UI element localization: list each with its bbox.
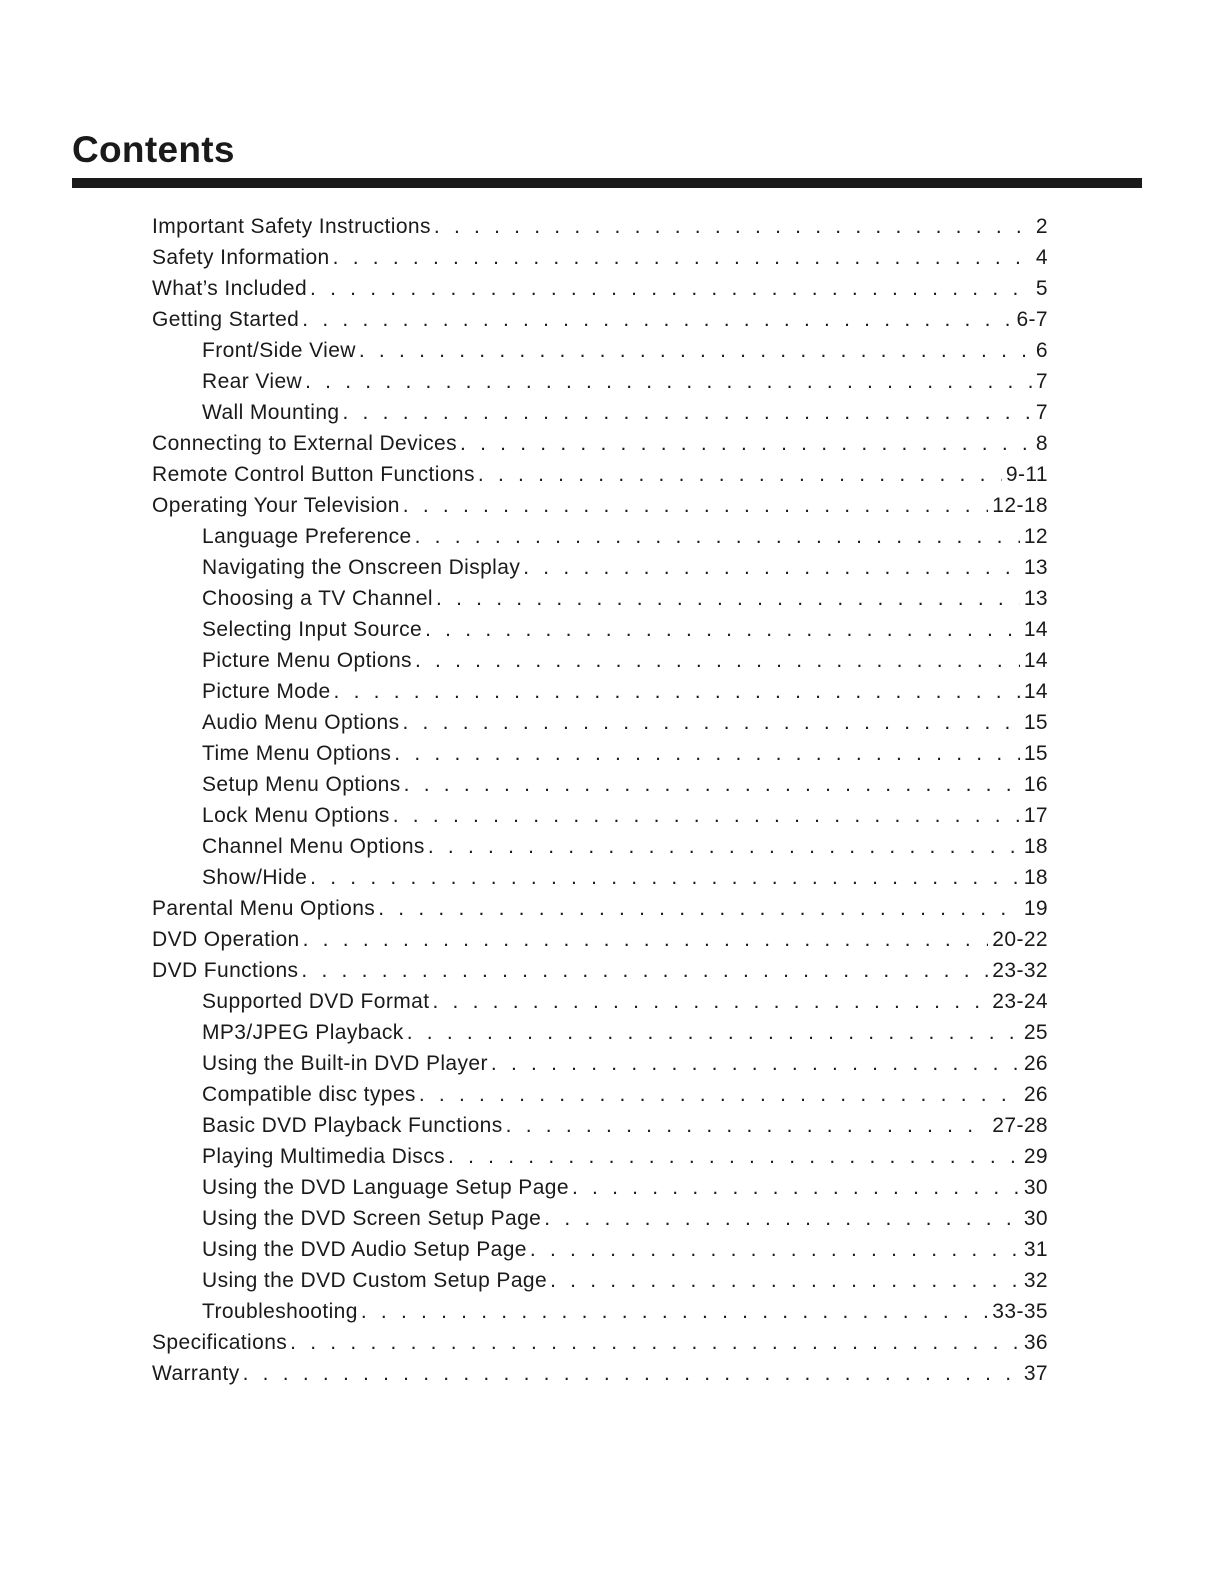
toc-entry[interactable] (152, 490, 1048, 521)
toc-entry-page: 23-32 (992, 959, 1048, 982)
toc-leader-dots (428, 831, 1020, 862)
toc-leader-dots (460, 428, 1032, 459)
toc-leader-dots (544, 1203, 1020, 1234)
toc-entry-page: 17 (1023, 804, 1048, 827)
toc-leader-dots (530, 1234, 1020, 1265)
toc-leader-dots (394, 738, 1020, 769)
toc-entry-page: 26 (1023, 1083, 1048, 1106)
table-of-contents (152, 211, 1048, 1389)
toc-entry[interactable] (152, 242, 1048, 273)
toc-entry-page: 23-24 (992, 990, 1048, 1013)
toc-entry-page: 36 (1023, 1331, 1048, 1354)
toc-entry-page: 4 (1035, 246, 1048, 269)
toc-entry-page: 33-35 (992, 1300, 1048, 1323)
toc-entry-label: Setup Menu Options (202, 773, 401, 796)
toc-entry-label: Wall Mounting (202, 401, 340, 424)
toc-entry[interactable] (152, 1296, 1048, 1327)
toc-entry-label: Channel Menu Options (202, 835, 425, 858)
toc-entry[interactable] (152, 738, 1048, 769)
toc-entry-page: 6 (1035, 339, 1048, 362)
toc-leader-dots (436, 583, 1020, 614)
toc-entry[interactable] (152, 831, 1048, 862)
toc-entry-page: 5 (1035, 277, 1048, 300)
toc-leader-dots (415, 645, 1020, 676)
toc-entry-page: 18 (1023, 835, 1048, 858)
toc-entry[interactable] (152, 1265, 1048, 1296)
toc-leader-dots (393, 800, 1020, 831)
toc-entry-label: Selecting Input Source (202, 618, 423, 641)
toc-entry-label: What’s Included (152, 277, 308, 300)
toc-leader-dots (434, 211, 1032, 242)
toc-leader-dots (425, 614, 1020, 645)
toc-leader-dots (361, 1296, 988, 1327)
toc-leader-dots (310, 862, 1020, 893)
toc-leader-dots (432, 986, 988, 1017)
toc-entry[interactable] (152, 924, 1048, 955)
toc-entry[interactable] (152, 1110, 1048, 1141)
toc-leader-dots (305, 366, 1032, 397)
page-title: Contents (72, 129, 235, 170)
toc-entry[interactable] (152, 893, 1048, 924)
toc-entry-label: MP3/JPEG Playback (202, 1021, 404, 1044)
toc-entry-page: 16 (1023, 773, 1048, 796)
toc-entry-label: Audio Menu Options (202, 711, 400, 734)
toc-entry-page: 25 (1023, 1021, 1048, 1044)
toc-entry[interactable] (152, 273, 1048, 304)
toc-entry-page: 30 (1023, 1207, 1048, 1230)
toc-entry-page: 13 (1023, 587, 1048, 610)
toc-entry[interactable] (152, 304, 1048, 335)
toc-entry-page: 18 (1023, 866, 1048, 889)
toc-leader-dots (402, 707, 1019, 738)
toc-entry-label: Time Menu Options (202, 742, 392, 765)
title-rule (72, 178, 1142, 188)
toc-entry-label: Basic DVD Playback Functions (202, 1114, 503, 1137)
toc-entry[interactable] (152, 1141, 1048, 1172)
toc-leader-dots (342, 397, 1031, 428)
toc-entry-page: 14 (1023, 618, 1048, 641)
toc-entry-page: 2 (1035, 215, 1048, 238)
toc-entry[interactable] (152, 552, 1048, 583)
toc-leader-dots (523, 552, 1020, 583)
toc-entry-label: Choosing a TV Channel (202, 587, 433, 610)
toc-entry[interactable] (152, 428, 1048, 459)
toc-leader-dots (415, 521, 1020, 552)
toc-entry-label: Using the DVD Screen Setup Page (202, 1207, 542, 1230)
toc-entry-label: Connecting to External Devices (152, 432, 457, 455)
toc-leader-dots (359, 335, 1032, 366)
toc-entry[interactable] (152, 1358, 1048, 1389)
toc-entry[interactable] (152, 335, 1048, 366)
toc-entry-label: Show/Hide (202, 866, 308, 889)
toc-entry-label: Picture Mode (202, 680, 331, 703)
toc-entry[interactable] (152, 459, 1048, 490)
toc-entry-label: Warranty (152, 1362, 240, 1385)
toc-entry-label: Rear View (202, 370, 303, 393)
toc-leader-dots (491, 1048, 1020, 1079)
toc-entry-page: 12 (1023, 525, 1048, 548)
toc-entry-label: Compatible disc types (202, 1083, 416, 1106)
toc-entry-label: DVD Operation (152, 928, 300, 951)
toc-entry-label: Navigating the Onscreen Display (202, 556, 521, 579)
toc-entry-page: 13 (1023, 556, 1048, 579)
toc-entry-page: 14 (1023, 680, 1048, 703)
toc-entry-label: Troubleshooting (202, 1300, 358, 1323)
toc-leader-dots (448, 1141, 1020, 1172)
toc-leader-dots (478, 459, 1002, 490)
toc-entry-page: 19 (1023, 897, 1048, 920)
toc-entry-page: 12-18 (992, 494, 1048, 517)
toc-entry-page: 37 (1023, 1362, 1048, 1385)
toc-entry[interactable] (152, 366, 1048, 397)
toc-entry-page: 15 (1023, 711, 1048, 734)
toc-leader-dots (290, 1327, 1020, 1358)
toc-leader-dots (303, 924, 989, 955)
toc-entry[interactable] (152, 521, 1048, 552)
toc-leader-dots (419, 1079, 1020, 1110)
toc-entry-label: Remote Control Button Functions (152, 463, 475, 486)
toc-entry-page: 7 (1035, 370, 1048, 393)
toc-entry[interactable] (152, 583, 1048, 614)
toc-entry[interactable] (152, 800, 1048, 831)
toc-entry[interactable] (152, 1079, 1048, 1110)
toc-entry-label: Using the DVD Language Setup Page (202, 1176, 569, 1199)
toc-leader-dots (378, 893, 1020, 924)
toc-leader-dots (333, 242, 1032, 273)
toc-entry[interactable] (152, 769, 1048, 800)
toc-entry-label: DVD Functions (152, 959, 299, 982)
toc-entry-label: Using the DVD Audio Setup Page (202, 1238, 527, 1261)
toc-leader-dots (572, 1172, 1020, 1203)
toc-leader-dots (302, 304, 1012, 335)
toc-entry[interactable] (152, 1048, 1048, 1079)
toc-entry-label: Using the DVD Custom Setup Page (202, 1269, 548, 1292)
toc-entry-label: Front/Side View (202, 339, 356, 362)
toc-entry[interactable] (152, 645, 1048, 676)
toc-entry-label: Specifications (152, 1331, 288, 1354)
toc-entry[interactable] (152, 986, 1048, 1017)
toc-entry-page: 20-22 (992, 928, 1048, 951)
toc-entry-page: 15 (1023, 742, 1048, 765)
toc-leader-dots (407, 1017, 1020, 1048)
toc-leader-dots (506, 1110, 989, 1141)
toc-entry[interactable] (152, 614, 1048, 645)
toc-entry-page: 32 (1023, 1269, 1048, 1292)
toc-entry[interactable] (152, 676, 1048, 707)
toc-leader-dots (404, 769, 1020, 800)
toc-leader-dots (301, 955, 988, 986)
toc-entry[interactable] (152, 1234, 1048, 1265)
toc-entry[interactable] (152, 707, 1048, 738)
toc-entry-label: Picture Menu Options (202, 649, 412, 672)
toc-entry-page: 31 (1023, 1238, 1048, 1261)
toc-entry-page: 7 (1035, 401, 1048, 424)
toc-leader-dots (550, 1265, 1020, 1296)
toc-leader-dots (310, 273, 1032, 304)
toc-entry[interactable] (152, 211, 1048, 242)
toc-leader-dots (334, 676, 1020, 707)
toc-entry-label: Playing Multimedia Discs (202, 1145, 446, 1168)
toc-entry-label: Lock Menu Options (202, 804, 390, 827)
toc-entry-label: Supported DVD Format (202, 990, 430, 1013)
toc-entry-page: 9-11 (1005, 463, 1048, 486)
toc-entry[interactable] (152, 1327, 1048, 1358)
toc-entry-page: 30 (1023, 1176, 1048, 1199)
toc-entry-label: Safety Information (152, 246, 330, 269)
toc-entry-page: 14 (1023, 649, 1048, 672)
toc-entry-page: 26 (1023, 1052, 1048, 1075)
toc-leader-dots (243, 1358, 1020, 1389)
toc-entry[interactable] (152, 1017, 1048, 1048)
toc-entry-label: Language Preference (202, 525, 412, 548)
toc-entry-page: 8 (1035, 432, 1048, 455)
toc-entry[interactable] (152, 955, 1048, 986)
toc-leader-dots (403, 490, 989, 521)
toc-entry-label: Parental Menu Options (152, 897, 376, 920)
toc-entry-label: Operating Your Television (152, 494, 400, 517)
toc-entry-label: Important Safety Instructions (152, 215, 431, 238)
toc-entry[interactable] (152, 397, 1048, 428)
toc-entry-page: 6-7 (1016, 308, 1048, 331)
toc-entry[interactable] (152, 862, 1048, 893)
toc-entry-page: 27-28 (992, 1114, 1048, 1137)
toc-entry-label: Using the Built-in DVD Player (202, 1052, 488, 1075)
toc-entry-label: Getting Started (152, 308, 300, 331)
toc-entry[interactable] (152, 1203, 1048, 1234)
toc-entry-page: 29 (1023, 1145, 1048, 1168)
toc-entry[interactable] (152, 1172, 1048, 1203)
